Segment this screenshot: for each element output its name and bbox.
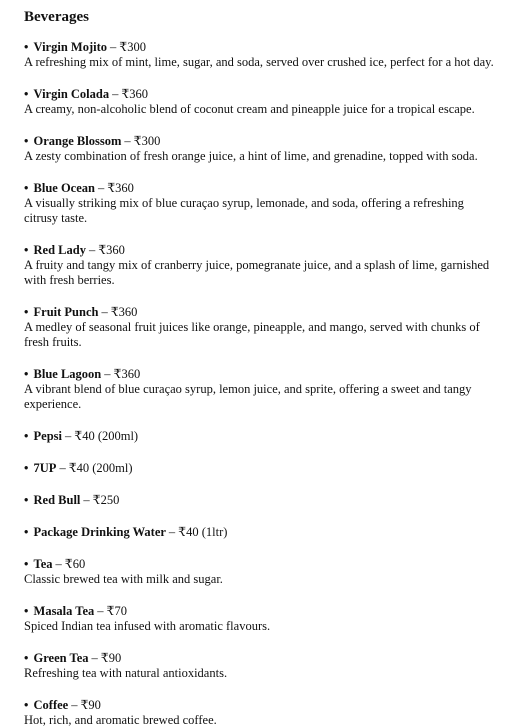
item-price: ₹40 (200ml) <box>68 461 133 475</box>
price-separator: – <box>55 557 62 571</box>
item-heading <box>24 557 502 572</box>
item-name: 7UP <box>33 461 57 475</box>
price-separator: – <box>97 181 105 195</box>
bullet-marker: • <box>24 243 29 257</box>
price-separator: – <box>124 134 131 148</box>
item-description: Spiced Indian tea infused with aromatic flavours. <box>24 619 271 633</box>
item-name: Red Lady <box>33 243 86 257</box>
beverage-list <box>24 40 502 728</box>
item-price: ₹360 <box>110 305 138 319</box>
item-name: Virgin Colada <box>33 87 110 101</box>
item-heading <box>24 87 502 102</box>
item-description: A zesty combination of fresh orange juice, a hint of lime, and grenadine, topped with soda. <box>24 149 478 163</box>
item-description: Hot, rich, and aromatic brewed coffee. <box>24 713 217 727</box>
menu-item-fruit-punch <box>24 305 502 350</box>
item-heading <box>24 493 502 508</box>
menu-item-7up <box>24 461 502 476</box>
menu-item-package-drinking-water <box>24 525 502 540</box>
bullet-marker: • <box>24 181 29 195</box>
item-description: A visually striking mix of blue curaçao syrup, lemonade, and soda, offering a refreshing citrusy taste. <box>24 196 464 225</box>
price-separator: – <box>104 367 111 381</box>
item-heading <box>24 243 502 258</box>
item-price: ₹60 <box>64 557 86 571</box>
item-name: Coffee <box>33 698 69 712</box>
bullet-marker: • <box>24 87 29 101</box>
bullet-marker: • <box>24 305 29 319</box>
menu-item-virgin-mojito <box>24 40 502 70</box>
bullet-marker: • <box>24 40 29 54</box>
item-heading <box>24 181 502 196</box>
bullet-marker: • <box>24 493 29 507</box>
menu-item-green-tea <box>24 651 502 681</box>
item-price: ₹90 <box>80 698 101 712</box>
menu-item-virgin-colada <box>24 87 502 117</box>
bullet-marker: • <box>24 367 29 381</box>
item-heading <box>24 40 502 55</box>
item-description: Refreshing tea with natural antioxidants. <box>24 666 228 680</box>
item-price: ₹70 <box>106 604 127 618</box>
item-name: Package Drinking Water <box>33 525 166 539</box>
item-name: Pepsi <box>33 429 62 443</box>
item-heading <box>24 525 502 540</box>
item-heading <box>24 367 502 382</box>
item-price: ₹360 <box>121 87 149 101</box>
menu-item-pepsi <box>24 429 502 444</box>
bullet-marker: • <box>24 698 29 712</box>
bullet-marker: • <box>24 557 29 571</box>
price-separator: – <box>97 604 104 618</box>
item-price: ₹90 <box>100 651 122 665</box>
item-name: Blue Lagoon <box>33 367 102 381</box>
item-description: Classic brewed tea with milk and sugar. <box>24 572 223 586</box>
item-price: ₹300 <box>119 40 146 54</box>
item-price: ₹300 <box>133 134 161 148</box>
price-separator: – <box>71 698 78 712</box>
menu-item-blue-lagoon <box>24 367 502 412</box>
item-heading <box>24 651 502 666</box>
item-name: Green Tea <box>33 651 89 665</box>
menu-item-blue-ocean <box>24 181 502 226</box>
item-heading <box>24 134 502 149</box>
item-name: Orange Blossom <box>33 134 122 148</box>
price-separator: – <box>110 40 117 54</box>
item-heading <box>24 429 502 444</box>
menu-item-coffee <box>24 698 502 728</box>
item-price: ₹250 <box>92 493 120 507</box>
bullet-marker: • <box>24 429 29 443</box>
price-separator: – <box>83 493 90 507</box>
menu-item-orange-blossom <box>24 134 502 164</box>
item-price: ₹40 (1ltr) <box>178 525 228 539</box>
bullet-marker: • <box>24 604 29 618</box>
price-separator: – <box>91 651 98 665</box>
item-heading <box>24 305 502 320</box>
item-price: ₹360 <box>113 367 141 381</box>
menu-item-masala-tea <box>24 604 502 634</box>
item-price: ₹40 (200ml) <box>74 429 139 443</box>
bullet-marker: • <box>24 525 29 539</box>
price-separator: – <box>168 525 176 539</box>
item-name: Fruit Punch <box>33 305 99 319</box>
price-separator: – <box>65 429 72 443</box>
menu-item-red-lady <box>24 243 502 288</box>
item-description: A creamy, non-alcoholic blend of coconut cream and pineapple juice for a tropical escape. <box>24 102 475 116</box>
item-name: Tea <box>33 557 53 571</box>
item-description: A refreshing mix of mint, lime, sugar, and soda, served over crushed ice, perfect for a hot day. <box>24 55 494 69</box>
menu-item-red-bull <box>24 493 502 508</box>
item-price: ₹360 <box>107 181 134 195</box>
item-heading <box>24 698 502 713</box>
item-price: ₹360 <box>98 243 125 257</box>
price-separator: – <box>112 87 119 101</box>
item-description: A fruity and tangy mix of cranberry juice, pomegranate juice, and a splash of lime, garnished with fresh berries. <box>24 258 490 287</box>
item-description: A vibrant blend of blue curaçao syrup, lemon juice, and sprite, offering a sweet and tangy experience. <box>24 382 472 411</box>
price-separator: – <box>101 305 108 319</box>
item-heading <box>24 461 502 476</box>
item-heading <box>24 604 502 619</box>
item-name: Masala Tea <box>33 604 95 618</box>
bullet-marker: • <box>24 461 29 475</box>
item-name: Red Bull <box>33 493 81 507</box>
bullet-marker: • <box>24 134 29 148</box>
price-separator: – <box>59 461 66 475</box>
bullet-marker: • <box>24 651 29 665</box>
section-title: Beverages <box>24 9 89 25</box>
item-name: Blue Ocean <box>33 181 95 195</box>
item-name: Virgin Mojito <box>33 40 107 54</box>
item-description: A medley of seasonal fruit juices like orange, pineapple, and mango, served with chunks of fresh fruits. <box>24 320 480 349</box>
menu-item-tea <box>24 557 502 587</box>
price-separator: – <box>88 243 96 257</box>
